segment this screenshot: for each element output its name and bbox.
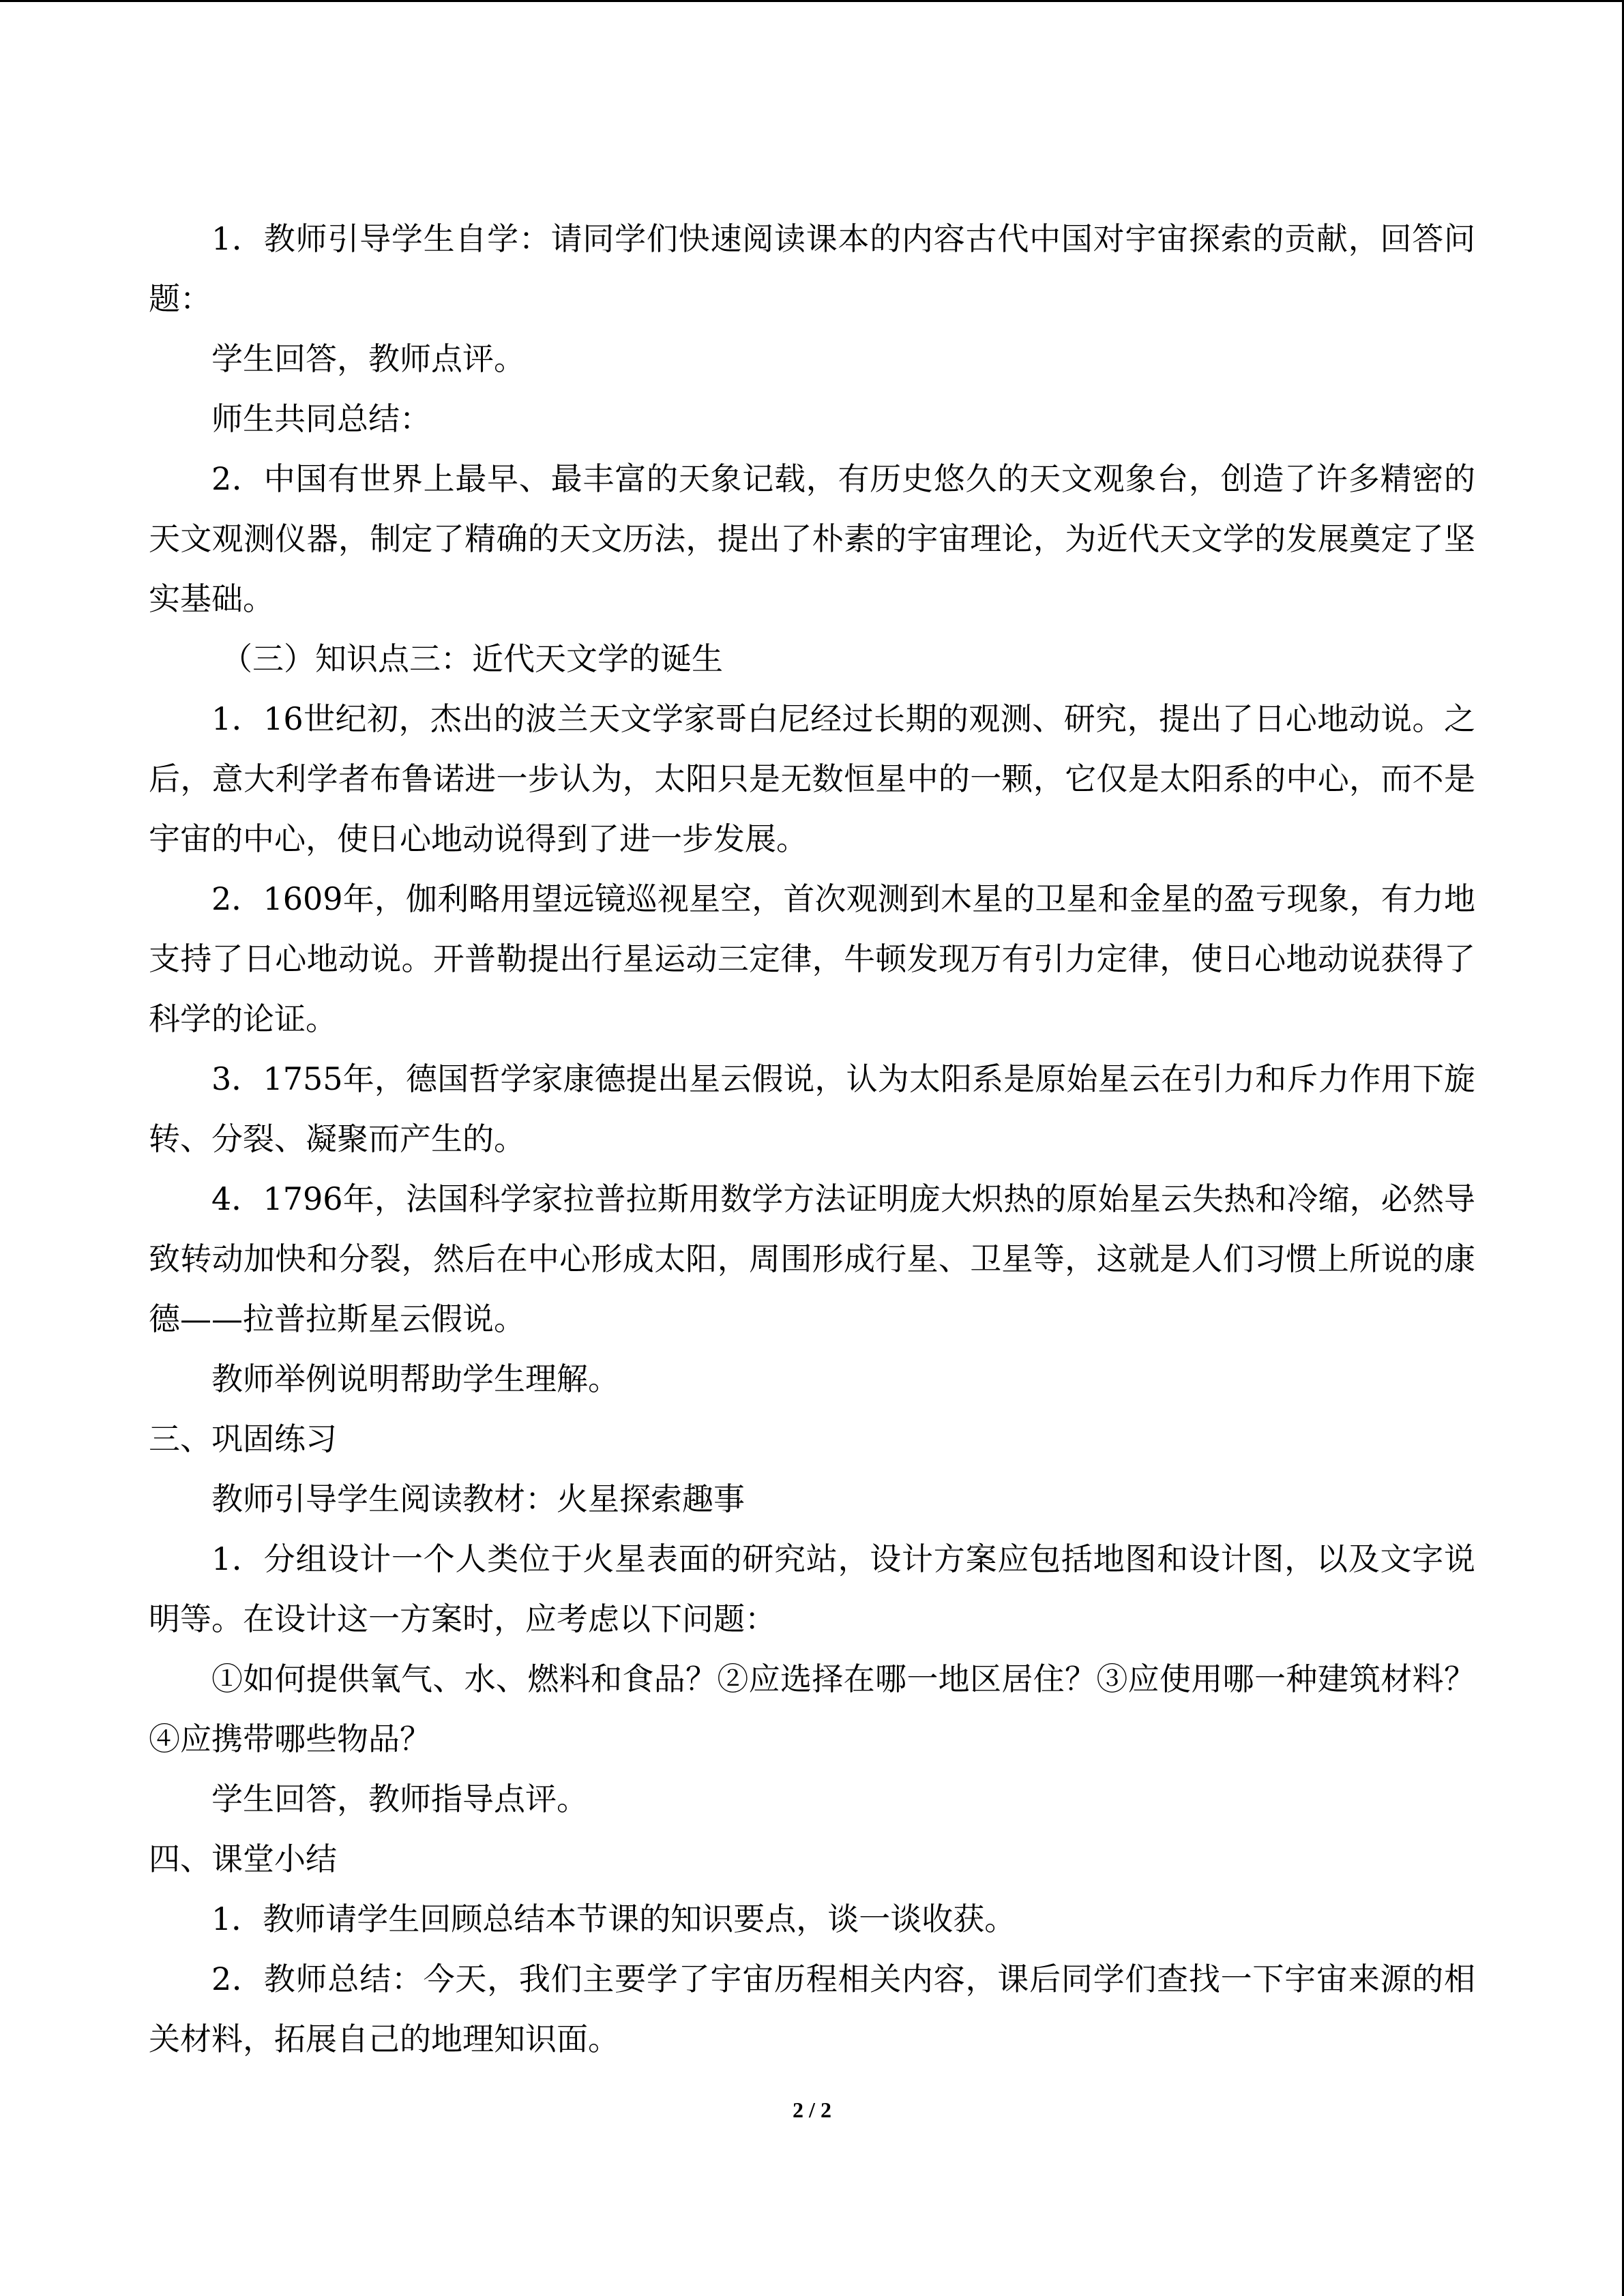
paragraph-review-knowledge: 1．教师请学生回顾总结本节课的知识要点，谈一谈收获。 — [211, 1900, 1016, 1937]
page-number: 2 / 2 — [793, 2098, 831, 2122]
paragraph-design-questions: ①如何提供氧气、水、燃料和食品？②应选择在哪一地区居住？③应使用哪一种建筑材料？④应携带哪些物品？ — [149, 1660, 1475, 1757]
paragraph-student-answer: 学生回答，教师点评。 — [211, 340, 525, 377]
document-body — [149, 209, 1475, 2069]
paragraph-galileo: 2．1609年，伽利略用望远镜巡视星空，首次观测到木星的卫星和金星的盈亏现象，有力地支持了日心地动说。开普勒提出行星运动三定律，牛顿发现万有引力定律，使日心地动说获得了科学的论证。 — [149, 880, 1475, 1037]
paragraph-kant: 3．1755年，德国哲学家康德提出星云假说，认为太阳系是原始星云在引力和斥力作用下旋转、分裂、凝聚而产生的。 — [149, 1060, 1475, 1157]
paragraph-copernicus: 1．16世纪初，杰出的波兰天文学家哥白尼经过长期的观测、研究，提出了日心地动说。之后，意大利学者布鲁诺进一步认为，太阳只是无数恒星中的一颗，它仅是太阳系的中心，而不是宇宙的中心，使日心地动说得到了进一步发展。 — [149, 700, 1475, 857]
paragraph-self-study: 1．教师引导学生自学：请同学们快速阅读课本的内容古代中国对宇宙探索的贡献，回答问题： — [149, 220, 1475, 317]
paragraph-mars-reading: 教师引导学生阅读教材：火星探索趣事 — [211, 1480, 745, 1517]
paragraph-teacher-examples: 教师举例说明帮助学生理解。 — [211, 1360, 619, 1397]
subheading-knowledge-point-three: （三）知识点三：近代天文学的诞生 — [221, 640, 723, 677]
paragraph-teacher-conclusion: 2．教师总结：今天，我们主要学了宇宙历程相关内容，课后同学们查找一下宇宙来源的相关材料，拓展自己的地理知识面。 — [149, 1960, 1475, 2057]
heading-class-summary: 四、课堂小结 — [149, 1840, 337, 1877]
paragraph-summary-intro: 师生共同总结： — [211, 400, 431, 437]
top-border-line — [0, 0, 1624, 2]
paragraph-mars-station-design: 1．分组设计一个人类位于火星表面的研究站，设计方案应包括地图和设计图，以及文字说明等。在设计这一方案时，应考虑以下问题： — [149, 1540, 1475, 1637]
heading-consolidation-practice: 三、巩固练习 — [149, 1420, 337, 1457]
paragraph-teacher-guidance: 学生回答，教师指导点评。 — [211, 1780, 588, 1817]
paragraph-laplace: 4．1796年，法国科学家拉普拉斯用数学方法证明庞大炽热的原始星云失热和冷缩，必然导致转动加快和分裂，然后在中心形成太阳，周围形成行星、卫星等，这就是人们习惯上所说的康德——拉普拉斯星云假说。 — [149, 1180, 1475, 1337]
paragraph-china-contributions: 2．中国有世界上最早、最丰富的天象记载，有历史悠久的天文观象台，创造了许多精密的天文观测仪器，制定了精确的天文历法，提出了朴素的宇宙理论，为近代天文学的发展奠定了坚实基础。 — [149, 460, 1475, 617]
